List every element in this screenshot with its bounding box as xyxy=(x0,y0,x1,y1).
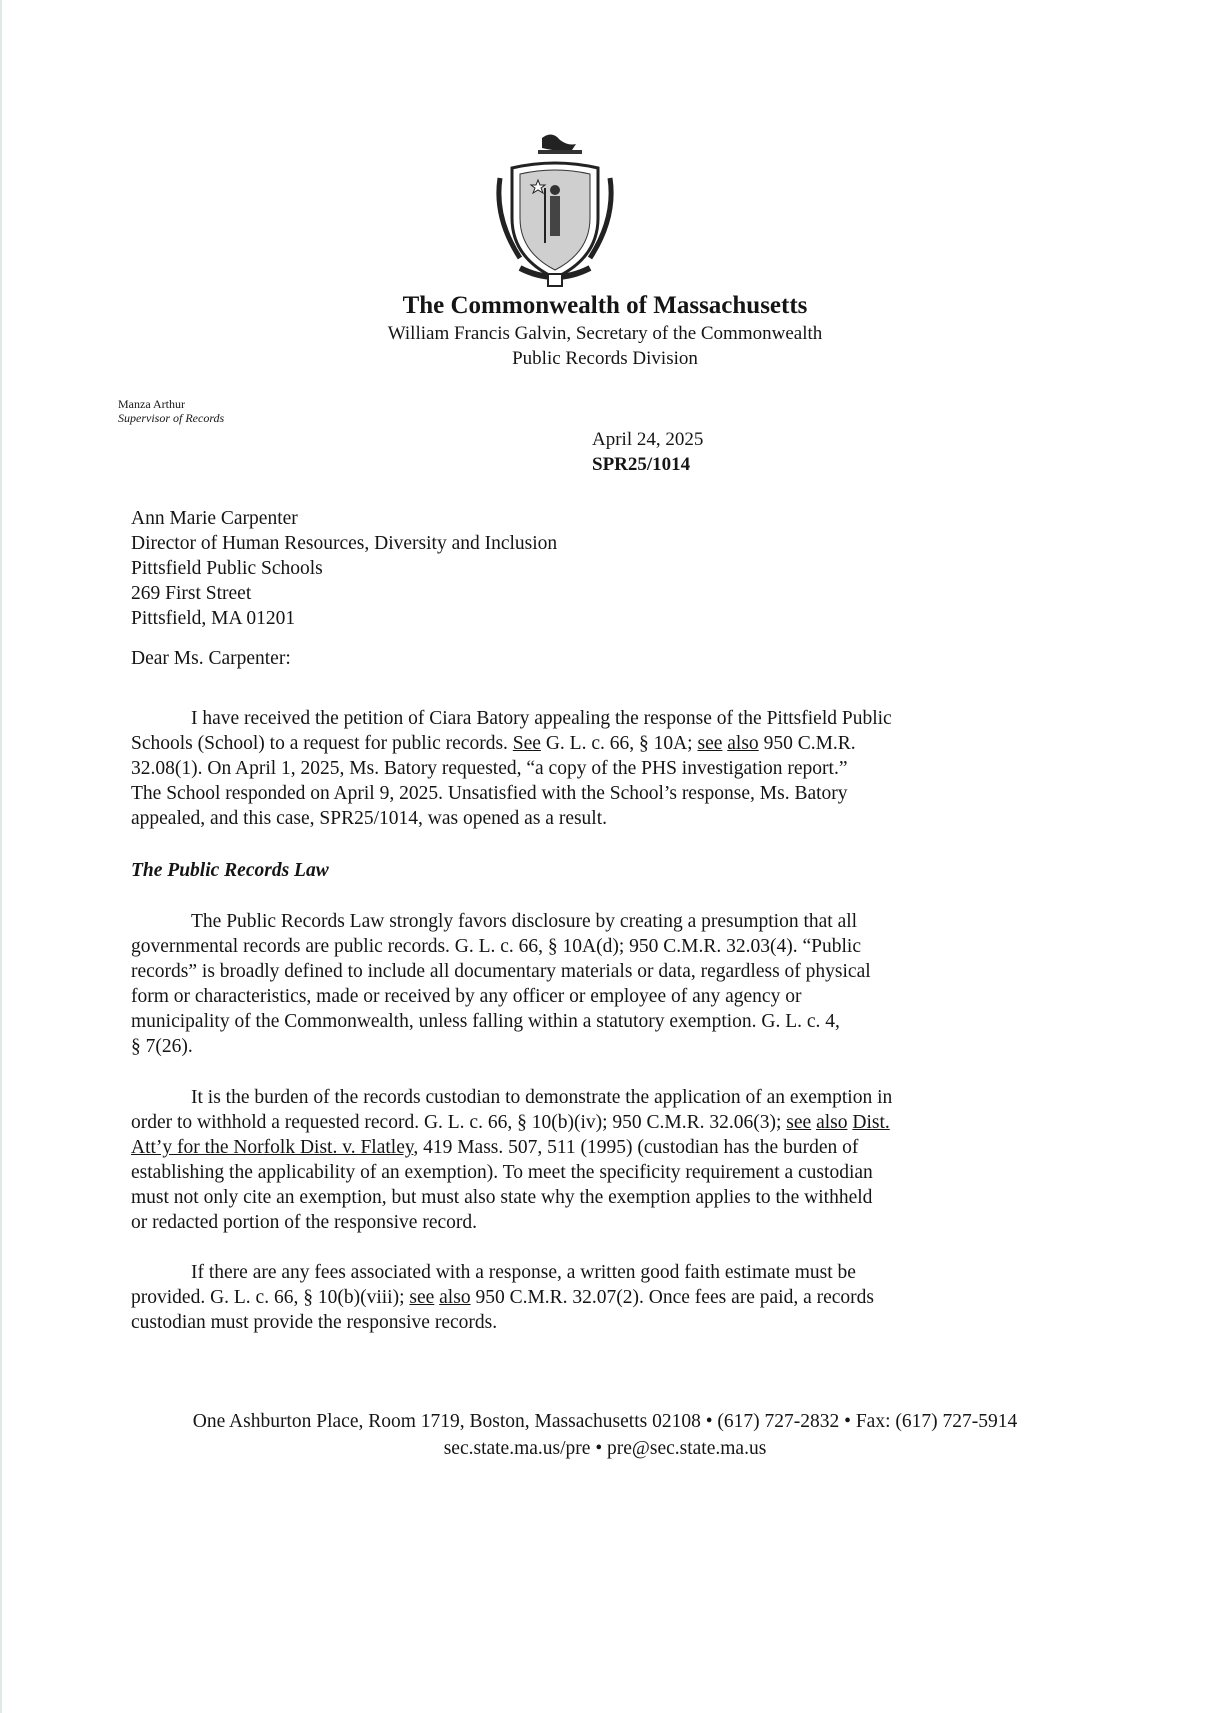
citation-underlined: see xyxy=(697,733,723,754)
text-run: 950 C.M.R. xyxy=(758,733,856,754)
paragraph-line xyxy=(131,781,892,806)
paragraph-line xyxy=(131,1285,874,1310)
signatory-role: Supervisor of Records xyxy=(118,411,225,425)
text-run: establishing the applicability of an exemption). To meet the specificity requirement a custodian xyxy=(131,1162,873,1183)
text-run: 32.08(1). On April 1, 2025, Ms. Batory requested, “a copy of the PHS investigation report.” xyxy=(131,758,848,779)
text-run: § 7(26). xyxy=(131,1036,193,1057)
paragraph-line xyxy=(131,934,871,959)
text-run: custodian must provide the responsive records. xyxy=(131,1312,498,1333)
paragraph-line xyxy=(131,1085,892,1110)
footer-address: One Ashburton Place, Room 1719, Boston, Massachusetts 02108 • (617) 727-2832 • Fax: (617) 727-5914 xyxy=(192,1411,1018,1432)
text-run: The Public Records Law strongly favors disclosure by creating a presumption that all xyxy=(191,911,858,932)
letterhead-title: The Commonwealth of Massachusetts xyxy=(402,292,808,319)
text-run: I have received the petition of Ciara Batory appealing the response of the Pittsfield Public xyxy=(191,708,892,729)
paragraph-line xyxy=(131,756,892,781)
citation-underlined: also xyxy=(816,1112,848,1133)
text-run: If there are any fees associated with a response, a written good faith estimate must be xyxy=(191,1262,856,1283)
address-line: Pittsfield, MA 01201 xyxy=(131,608,296,629)
paragraph-line xyxy=(131,1210,892,1235)
section-heading: The Public Records Law xyxy=(131,860,329,881)
citation-underlined: also xyxy=(439,1287,471,1308)
reference-number: SPR25/1014 xyxy=(592,454,691,475)
massachusetts-seal-icon xyxy=(490,128,620,293)
text-run: governmental records are public records. G. L. c. 66, § 10A(d); 950 C.M.R. 32.03(4). “Public xyxy=(131,936,861,957)
paragraph xyxy=(131,706,892,831)
text-run: municipality of the Commonwealth, unless falling within a statutory exemption. G. L. c. 4, xyxy=(131,1011,840,1032)
paragraph-line xyxy=(131,1110,892,1135)
paragraph-line xyxy=(131,1160,892,1185)
citation-underlined: also xyxy=(727,733,759,754)
text-run: 950 C.M.R. 32.07(2). Once fees are paid, a records xyxy=(470,1287,874,1308)
citation-underlined: Att’y for the Norfolk Dist. v. Flatley xyxy=(131,1137,414,1158)
paragraph xyxy=(131,1085,892,1235)
paragraph-line xyxy=(131,1135,892,1160)
paragraph xyxy=(131,909,871,1059)
paragraph-line xyxy=(131,1310,874,1335)
text-run: or redacted portion of the responsive record. xyxy=(131,1212,477,1233)
text-run: , 419 Mass. 507, 511 (1995) (custodian has the burden of xyxy=(413,1137,859,1158)
signatory-name: Manza Arthur xyxy=(118,397,185,411)
citation-underlined: Dist. xyxy=(852,1112,890,1133)
paragraph-line xyxy=(131,1009,871,1034)
text-run: It is the burden of the records custodian to demonstrate the application of an exemption in xyxy=(191,1087,893,1108)
text-run: The School responded on April 9, 2025. Unsatisfied with the School’s response, Ms. Batory xyxy=(131,783,848,804)
text-run: Schools (School) to a request for public records. xyxy=(131,733,513,754)
text-run: order to withhold a requested record. G. L. c. 66, § 10(b)(iv); 950 C.M.R. 32.06(3); xyxy=(131,1112,787,1133)
date-block xyxy=(592,427,703,477)
footer xyxy=(0,1408,1210,1462)
address-line: Ann Marie Carpenter xyxy=(131,508,298,529)
salutation: Dear Ms. Carpenter: xyxy=(131,648,291,669)
letterhead-subtitle: William Francis Galvin, Secretary of the Commonwealth xyxy=(387,323,823,344)
citation-underlined: see xyxy=(786,1112,812,1133)
text-run: G. L. c. 66, § 10A; xyxy=(540,733,698,754)
address-line: 269 First Street xyxy=(131,583,252,604)
footer-contact: sec.state.ma.us/pre • pre@sec.state.ma.us xyxy=(443,1438,767,1459)
recipient-address xyxy=(131,506,557,631)
signatory-block xyxy=(118,397,224,425)
paragraph-line xyxy=(131,731,892,756)
paragraph-line xyxy=(131,1260,874,1285)
paragraph-line xyxy=(131,959,871,984)
paragraph-line xyxy=(131,909,871,934)
paragraph xyxy=(131,1260,874,1335)
paragraph-line xyxy=(131,1185,892,1210)
text-run: provided. G. L. c. 66, § 10(b)(viii); xyxy=(131,1287,410,1308)
citation-underlined: See xyxy=(512,733,541,754)
letter-date: April 24, 2025 xyxy=(592,429,704,450)
text-run: must not only cite an exemption, but must also state why the exemption applies to the withheld xyxy=(131,1187,873,1208)
citation-underlined: see xyxy=(409,1287,435,1308)
paragraph-line xyxy=(131,984,871,1009)
text-run: records” is broadly defined to include all documentary materials or data, regardless of physical xyxy=(131,961,871,982)
text-run: appealed, and this case, SPR25/1014, was opened as a result. xyxy=(131,808,608,829)
address-line: Director of Human Resources, Diversity and Inclusion xyxy=(131,533,558,554)
paragraph-line xyxy=(131,806,892,831)
paragraph-line xyxy=(131,706,892,731)
letterhead-division: Public Records Division xyxy=(512,348,698,369)
address-line: Pittsfield Public Schools xyxy=(131,558,323,579)
text-run: form or characteristics, made or received by any officer or employee of any agency or xyxy=(131,986,802,1007)
paragraph-line xyxy=(131,1034,871,1059)
